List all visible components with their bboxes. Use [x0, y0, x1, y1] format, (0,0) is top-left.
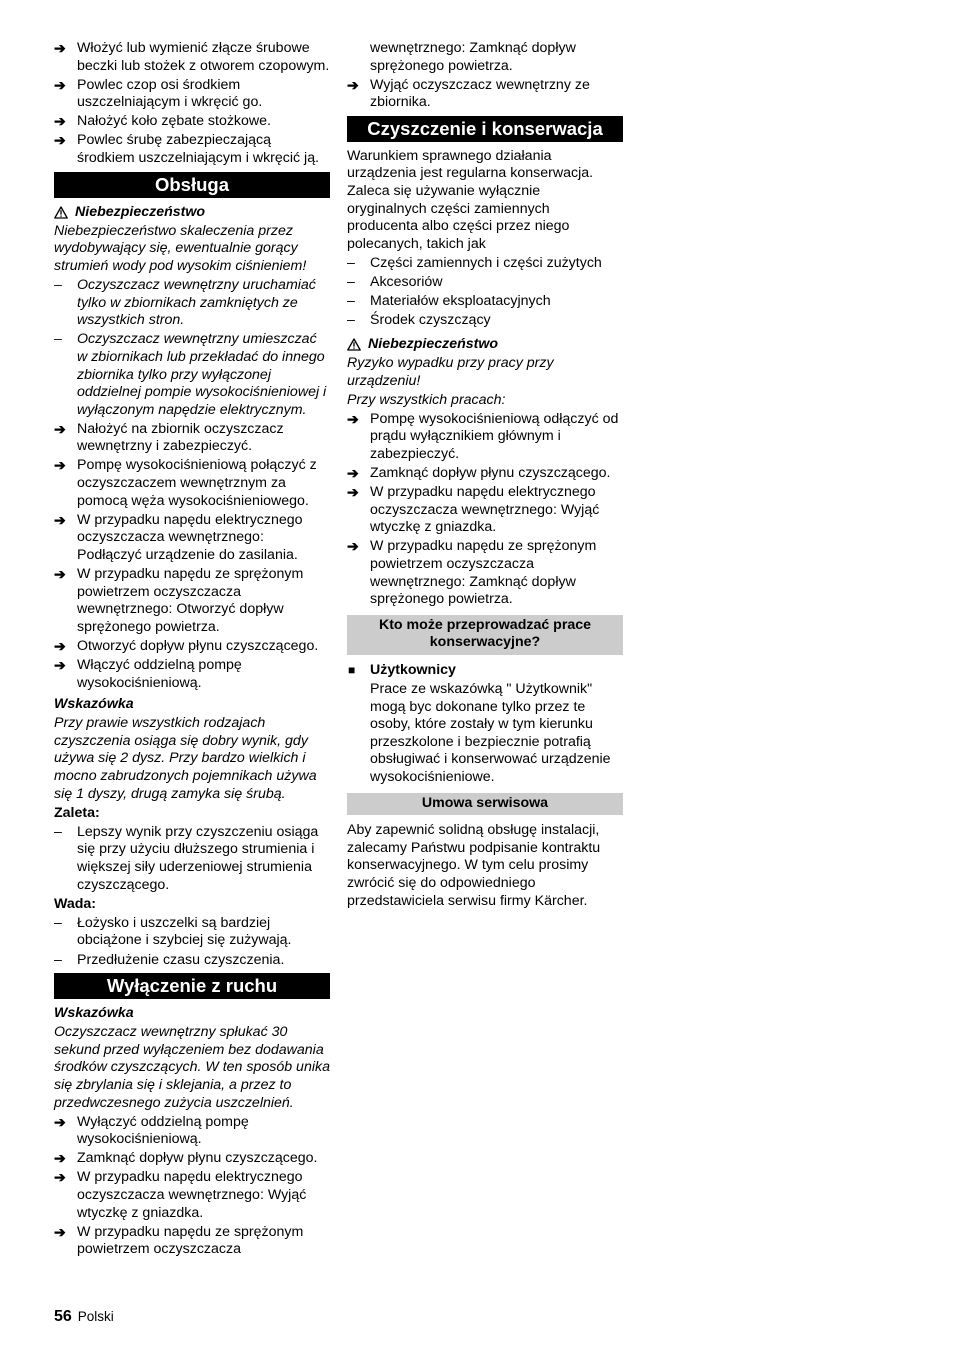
indented-paragraph	[347, 40, 623, 75]
italic-paragraph	[54, 715, 330, 803]
arrow-right-icon: ➔	[54, 1113, 66, 1130]
block-text: Aby zapewnić solidną obsługę instalacji, zalecamy Państwu podpisanie kontraktu konserwacyjnego. W tym celu prosimy zwrócić się do odpowiedniego przedstawiciela serwisu firmy Kärcher.	[347, 822, 601, 909]
block-text: Kto może przeprowadzać prace konserwacyjne?	[378, 616, 592, 651]
dash-list-item	[347, 293, 623, 311]
warning-triangle-icon	[54, 206, 68, 219]
page-number: 56	[54, 1308, 72, 1325]
dash-list-item	[54, 277, 330, 330]
arrow-right-icon: ➔	[54, 566, 66, 583]
arrow-right-icon: ➔	[54, 1223, 66, 1240]
arrow-right-icon: ➔	[347, 538, 359, 555]
dash-bullet: –	[54, 951, 62, 968]
block-text: Materiałów eksploatacyjnych	[370, 293, 551, 310]
italic-paragraph	[54, 223, 330, 276]
dash-list-item	[347, 255, 623, 273]
block-text: W przypadku napędu ze sprężonym powietrzem oczyszczacza wewnętrznego: Otworzyć dopływ sprężonego powietrza.	[77, 566, 304, 635]
instruction-step	[54, 113, 330, 131]
block-text: Zamknąć dopływ płynu czyszczącego.	[77, 1150, 318, 1167]
arrow-right-icon: ➔	[54, 1169, 66, 1186]
block-text: Niebezpieczeństwo skaleczenia przez wydobywający się, ewentualnie gorący strumień wody pod wysokim ciśnieniem!	[54, 222, 307, 274]
dash-list-item	[54, 952, 330, 970]
block-text: Obsługa	[154, 173, 229, 195]
danger-notice	[347, 336, 623, 354]
section-heading	[347, 116, 623, 142]
arrow-right-icon: ➔	[347, 410, 359, 427]
right-column	[347, 40, 623, 912]
dash-list-item	[54, 331, 330, 419]
arrow-right-icon: ➔	[54, 511, 66, 528]
note-label	[54, 1005, 330, 1023]
dash-list-item	[347, 312, 623, 330]
bold-label	[54, 805, 330, 823]
instruction-step	[54, 132, 330, 167]
instruction-step	[54, 1114, 330, 1149]
dash-bullet: –	[54, 914, 62, 931]
block-text: Zaleta:	[54, 804, 100, 821]
block-text: Ryzyko wypadku przy pracy przy urządzeniu!	[347, 354, 554, 389]
block-text: Oczyszczacz wewnętrzny umieszczać w zbiornikach lub przekładać do innego zbiornika tylko przy wyłączonej oddzielnej pompie wysokociśnieniowej i wyłączonym napędzie elektrycznym.	[77, 331, 327, 418]
instruction-step	[347, 465, 623, 483]
block-text: Wyłączyć oddzielną pompę wysokociśnieniową.	[77, 1113, 249, 1148]
block-text: Użytkownicy	[370, 661, 456, 678]
paragraph	[347, 822, 623, 910]
section-heading	[54, 172, 330, 198]
block-text: Oczyszczacz wewnętrzny spłukać 30 sekund przed wyłączeniem bez dodawania środków czyszczących. W ten sposób unika się zbrylania się i sklejania, a przez to przedwczesnego zużycia uszczelnień.	[54, 1024, 330, 1111]
square-bullet-icon: ■	[348, 662, 356, 677]
instruction-step	[54, 457, 330, 510]
block-text: Włożyć lub wymienić złącze śrubowe beczki lub stożek z otworem czopowym.	[77, 40, 330, 74]
italic-paragraph	[54, 1024, 330, 1112]
block-text: Wskazówka	[54, 1005, 134, 1022]
instruction-step	[54, 1224, 330, 1259]
block-text: Wskazówka	[54, 696, 134, 713]
page-footer	[54, 1308, 114, 1326]
instruction-step	[54, 657, 330, 692]
instruction-step	[347, 538, 623, 608]
block-text: W przypadku napędu ze sprężonym powietrzem oczyszczacza	[77, 1223, 304, 1258]
block-text: Akcesoriów	[370, 274, 443, 291]
dash-bullet: –	[347, 254, 355, 271]
block-text: Części zamiennych i części zużytych	[370, 254, 602, 271]
block-text: Lepszy wynik przy czyszczeniu osiąga się przy użyciu dłuższego strumienia i większej siły uderzeniowej strumienia czyszczącego.	[77, 823, 319, 893]
dash-list-item	[347, 274, 623, 292]
arrow-right-icon: ➔	[54, 637, 66, 654]
dash-bullet: –	[347, 312, 355, 329]
instruction-step	[54, 566, 330, 636]
block-text: Otworzyć dopływ płynu czyszczącego.	[77, 637, 319, 654]
instruction-step	[54, 512, 330, 565]
dash-list-item	[54, 915, 330, 950]
block-text: Oczyszczacz wewnętrzny uruchamiać tylko w zbiornikach zamkniętych ze wszystkich stron.	[77, 277, 316, 329]
block-text: Warunkiem sprawnego działania urządzenia jest regularna konserwacja. Zaleca się używanie wyłącznie oryginalnych części zamiennych producenta albo części przez niego polecanych, takich jak	[347, 147, 594, 252]
dash-bullet: –	[347, 293, 355, 310]
arrow-right-icon: ➔	[54, 457, 66, 474]
dash-list-item	[54, 824, 330, 894]
note-label	[54, 696, 330, 714]
instruction-step	[54, 77, 330, 112]
block-text: Powlec śrubę zabezpieczającą środkiem uszczelniającym i wkręcić ją.	[77, 132, 320, 167]
italic-paragraph	[347, 355, 623, 390]
dash-bullet: –	[54, 277, 62, 294]
danger-notice	[54, 204, 330, 222]
block-text: Przedłużenie czasu czyszczenia.	[77, 951, 285, 968]
block-text: Przy prawie wszystkich rodzajach czyszczenia osiąga się dobry wynik, gdy używa się 2 dysz. Przy bardzo wielkich i mocno zabrudzonych pojemnikach używa się 1 dyszy, drugą zamyka się śrubą.	[54, 715, 317, 802]
indented-paragraph	[347, 681, 623, 787]
arrow-right-icon: ➔	[54, 420, 66, 437]
arrow-right-icon: ➔	[54, 1150, 66, 1167]
arrow-right-icon: ➔	[54, 76, 66, 93]
dash-bullet: –	[54, 331, 62, 348]
arrow-right-icon: ➔	[54, 132, 66, 149]
block-text: Powlec czop osi środkiem uszczelniającym i wkręcić go.	[77, 76, 263, 111]
arrow-right-icon: ➔	[347, 484, 359, 501]
italic-paragraph	[347, 392, 623, 410]
block-text: Nałożyć koło zębate stożkowe.	[77, 113, 271, 130]
block-text: Przy wszystkich pracach:	[347, 391, 506, 408]
block-text: W przypadku napędu elektrycznego oczyszczacza wewnętrznego: Wyjąć wtyczkę z gniazdka.	[370, 484, 600, 536]
arrow-right-icon: ➔	[347, 464, 359, 481]
instruction-step	[54, 40, 330, 75]
block-text: Wyjąć oczyszczacz wewnętrzny ze zbiornika.	[370, 76, 590, 111]
subsection-heading	[347, 793, 623, 816]
block-text: W przypadku napędu ze sprężonym powietrzem oczyszczacza wewnętrznego: Zamknąć dopływ sprężonego powietrza.	[370, 538, 597, 608]
block-text: Zamknąć dopływ płynu czyszczącego.	[370, 464, 611, 481]
block-text: Niebezpieczeństwo	[368, 335, 499, 352]
arrow-right-icon: ➔	[54, 40, 66, 56]
block-text: wewnętrznego: Zamknąć dopływ sprężonego powietrza.	[370, 40, 576, 74]
block-text: Nałożyć na zbiornik oczyszczacz wewnętrzny i zabezpieczyć.	[77, 420, 284, 455]
block-text: Środek czyszczący	[370, 312, 491, 329]
arrow-right-icon: ➔	[54, 657, 66, 673]
block-text: Umowa serwisowa	[421, 794, 549, 811]
dash-bullet: –	[54, 823, 62, 840]
block-text: Pompę wysokociśnieniową odłączyć od prądu wyłącznikiem głównym i zabezpieczyć.	[370, 410, 619, 462]
block-text: Wada:	[54, 895, 97, 912]
arrow-right-icon: ➔	[347, 76, 359, 93]
footer-language: Polski	[77, 1309, 114, 1324]
instruction-step	[54, 638, 330, 656]
instruction-step	[54, 1169, 330, 1222]
block-text: Niebezpieczeństwo	[75, 203, 206, 220]
instruction-step	[347, 77, 623, 112]
instruction-step	[347, 484, 623, 537]
instruction-step	[54, 421, 330, 456]
block-text: W przypadku napędu elektrycznego oczyszczacza wewnętrznego: Wyjąć wtyczkę z gniazdka.	[77, 1169, 307, 1221]
section-heading	[54, 973, 330, 999]
instruction-step	[54, 1150, 330, 1168]
square-list-item	[347, 662, 623, 680]
arrow-right-icon: ➔	[54, 113, 66, 130]
block-text: W przypadku napędu elektrycznego oczyszczacza wewnętrznego: Podłączyć urządzenie do zasilania.	[77, 511, 303, 563]
block-text: Czyszczenie i konserwacja	[367, 117, 603, 139]
instruction-step	[347, 411, 623, 464]
warning-triangle-icon	[347, 338, 361, 351]
block-text: Łożysko i uszczelki są bardziej obciążone i szybciej się zużywają.	[77, 914, 292, 949]
block-text: Włączyć oddzielną pompę wysokociśnieniową.	[77, 657, 242, 691]
left-column	[54, 40, 330, 1260]
dash-bullet: –	[347, 274, 355, 291]
block-text: Prace ze wskazówką " Użytkownik" mogą byc dokonane tylko przez te osoby, które zostały w tym kierunku przeszkolone i bezpiecznie potrafią obsługiwać i konserwować urządzenie wysokociśnieniowe.	[370, 681, 611, 785]
block-text: Wyłączenie z ruchu	[106, 975, 278, 997]
subsection-heading	[347, 615, 623, 655]
paragraph	[347, 148, 623, 254]
block-text: Pompę wysokociśnieniową połączyć z oczyszczaczem wewnętrznym za pomocą węża wysokociśnieniowego.	[77, 457, 317, 509]
bold-label	[54, 896, 330, 914]
